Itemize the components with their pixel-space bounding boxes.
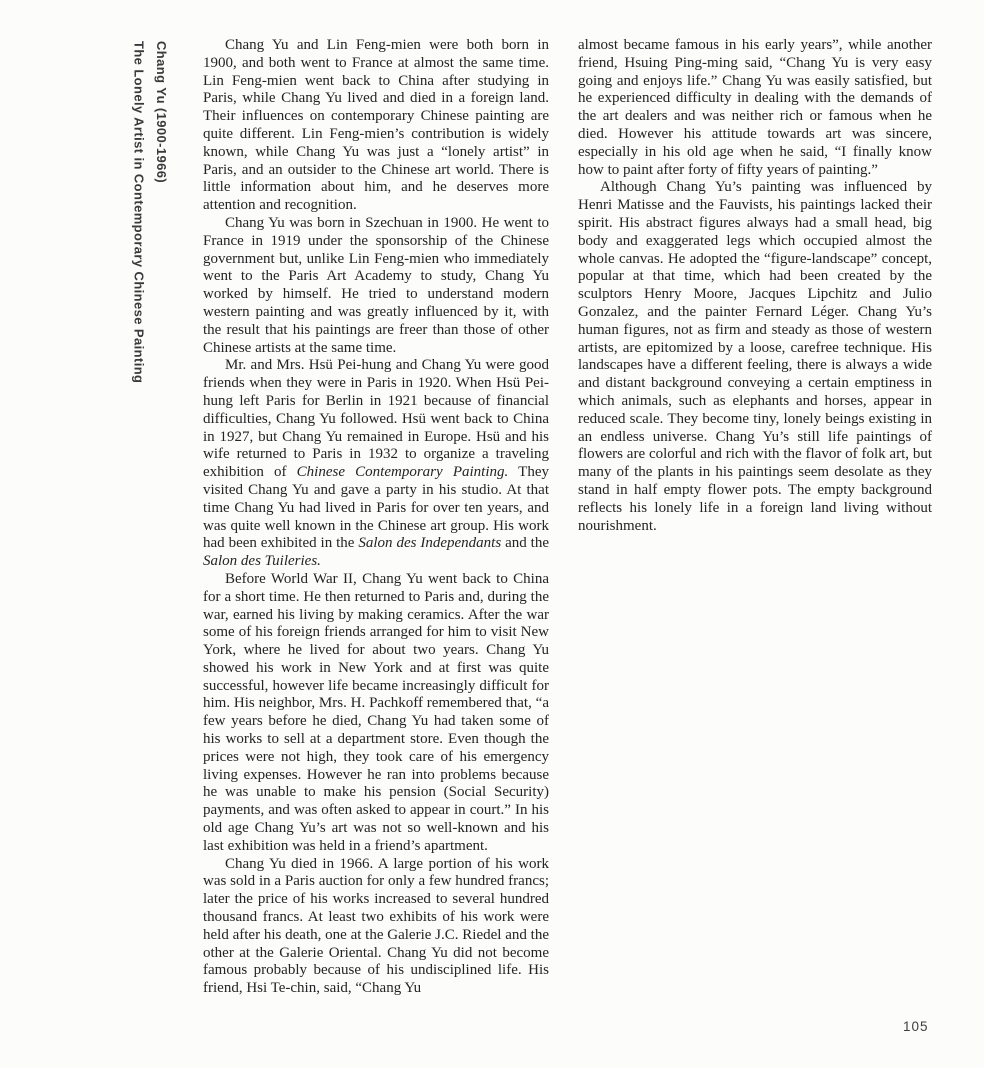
paragraph-left-1: Chang Yu and Lin Feng-mien were both born in 1900, and both went to France at almost the same time. Lin Feng-mien went back to China after studying in Paris, while Chang Yu lived and died in a foreign land. Their influences on contemporary Chinese painting are quite different. Lin Feng-mien’s contribution is widely known, while Chang Yu was just a “lonely artist” in Paris, and an outsider to the Chinese art world. There is little information about him, and he deserves more attention and recognition. <box>203 37 549 214</box>
paragraph-left-2: Chang Yu was born in Szechuan in 1900. He went to France in 1919 under the sponsorship of the Chinese government but, unlike Lin Feng-mien who immediately went to the Paris Art Academy to study, Chang Yu worked by himself. He tried to understand modern western painting and was greatly influenced by it, with the result that his paintings are freer than those of other Chinese artists at the same time. <box>203 214 549 356</box>
paragraph-right-1: almost became famous in his early years”, while another friend, Hsuing Ping-ming said, “Chang Yu is very easy going and enjoys life.” Chang Yu was easily satisfied, but he experienced difficulty in dealing with the demands of the art dealers and was neither rich or famous when he died. However his attitude towards art was sincere, especially in his old age when he said, “I finally know how to paint after forty of fifty years of painting.” <box>578 37 932 178</box>
right-column <box>578 37 932 535</box>
page-number: 105 <box>903 1019 929 1034</box>
spine-title-line1: Chang Yu (1900-1966) <box>154 41 169 184</box>
paragraph-left-3: Mr. and Mrs. Hsü Pei-hung and Chang Yu were good friends when they were in Paris in 1920. When Hsü Pei-hung left Paris for Berlin in 1921 because of financial difficulties, Chang Yu followed. Hsü went back to China in 1927, but Chang Yu remained in Europe. Hsü and his wife returned to Paris in 1932 to organize a traveling exhibition of Chinese Contemporary Painting. They visited Chang Yu and gave a party in his studio. At that time Chang Yu had lived in Paris for over ten years, and was quite well known in the Chinese art group. His work had been exhibited in the Salon des Independants and the Salon des Tuileries. <box>203 357 549 570</box>
left-column <box>203 37 549 998</box>
spine-title <box>127 41 172 681</box>
spine-title-line2: The Lonely Artist in Contemporary Chinese Painting <box>131 41 147 384</box>
paragraph-right-2: Although Chang Yu’s painting was influenced by Henri Matisse and the Fauvists, his paintings lacked their spirit. His abstract figures always had a small head, big body and exaggerated legs which occupied almost the whole canvas. He adopted the “figure-landscape” concept, popular at that time, which had been created by the sculptors Henry Moore, Jacques Lipchitz and Julio Gonzalez, and the painter Fernard Léger. Chang Yu’s human figures, not as firm and steady as those of western artists, are epitomized by a loose, carefree technique. His landscapes have a different feeling, there is always a wide and distant background conveying a certain emptiness in which animals, such as elephants and horses, appear in reduced scale. They become tiny, lonely beings existing in an endless universe. Chang Yu’s still life paintings of flowers are colorful and rich with the flavor of folk art, but many of the plants in his paintings seem desolate as they stand in half empty flower pots. The empty background reflects his lonely life in a foreign land living without nourishment. <box>578 179 932 534</box>
paragraph-left-5: Chang Yu died in 1966. A large portion of his work was sold in a Paris auction for only a few hundred francs; later the price of his works increased to several hundred thousand francs. At least two exhibits of his work were held after his death, one at the Galerie J.C. Riedel and the other at the Galerie Oriental. Chang Yu did not become famous probably because of his undisciplined life. His friend, Hsi Te-chin, said, “Chang Yu <box>203 855 549 997</box>
paragraph-left-4: Before World War II, Chang Yu went back to China for a short time. He then returned to Paris and, during the war, earned his living by making ceramics. After the war some of his foreign friends arranged for him to visit New York, where he lived for about two years. Chang Yu showed his work in New York and at first was quite successful, however life became increasingly difficult for him. His neighbor, Mrs. H. Pachkoff remembered that, “a few years before he died, Chang Yu had taken some of his works to sell at a department store. Even though the prices were not high, they took care of his emergency living expenses. However he ran into problems because he was unable to make his pension (Social Security) payments, and was often asked to appear in court.” In his old age Chang Yu’s art was not so well-known and his last exhibition was held in a friend’s apartment. <box>203 570 549 854</box>
